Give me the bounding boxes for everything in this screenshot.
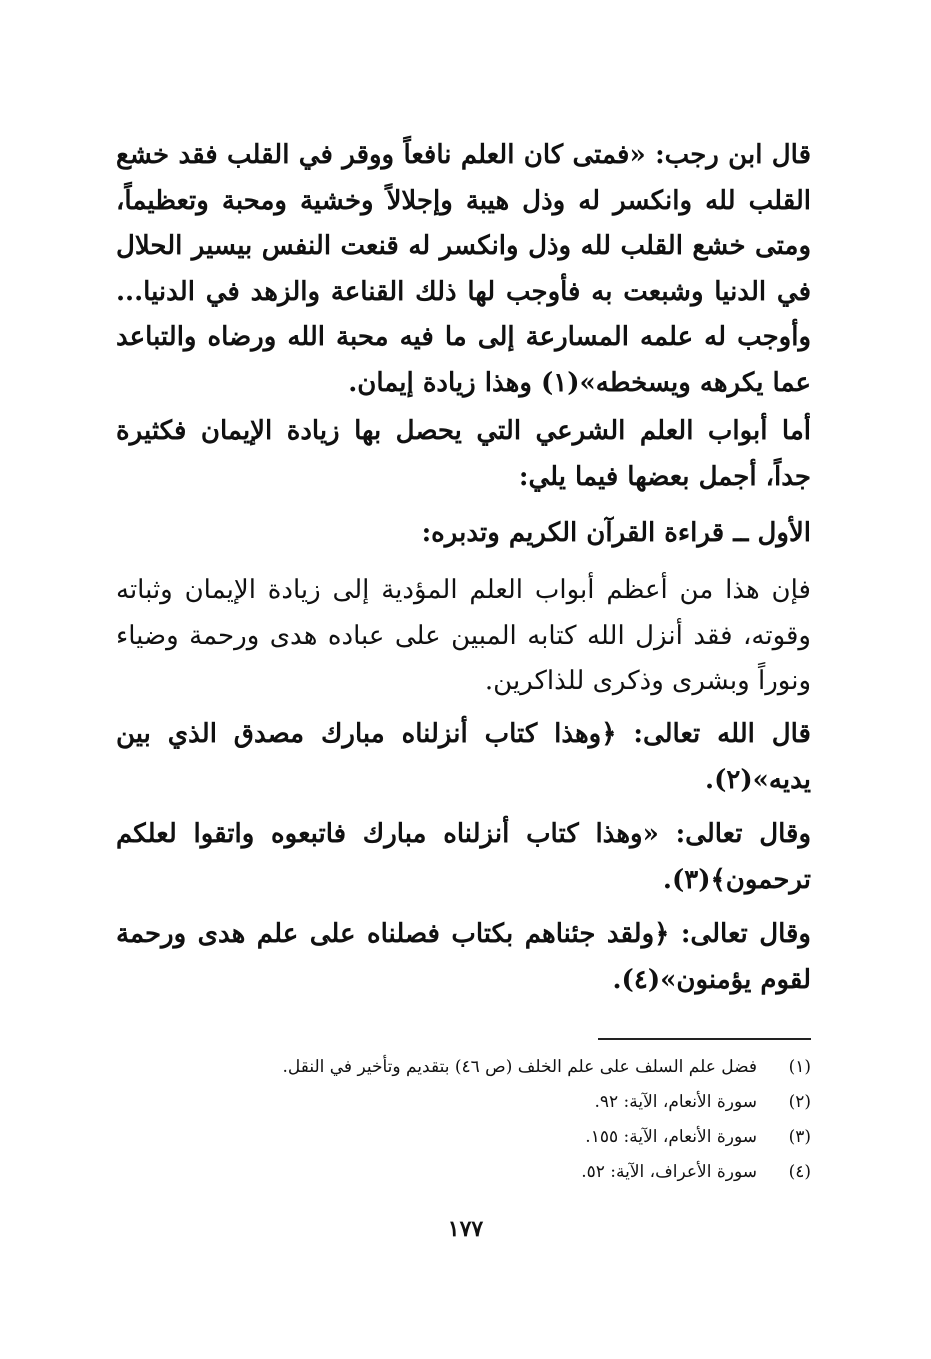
footnote-text: سورة الأنعام، الآية: ٩٢. (594, 1092, 757, 1112)
footnote-number: (٢) (788, 1092, 811, 1112)
footnote-text: فضل علم السلف على علم الخلف (ص ٤٦) بتقديم وتأخير في النقل. (282, 1057, 757, 1077)
footnote-item (111, 1050, 811, 1085)
paragraph-ibn-rajab-quote: قال ابن رجب: «فمتى كان العلم نافعاً ووقر في القلب فقد خشع القلب لله وانكسر له وذل هيبة وإجلالاً وخشية ومحبة وتعظيماً، ومتى خشع القلب لله وذل وانكسر له قنعت النفس بيسير الحلال في الدنيا وشبعت به فأوجب لها ذلك القناعة والزهد في الدنيا... وأوجب له علمه المسارعة إلى ما فيه محبة الله ورضاه والتباعد عما يكرهه ويسخطه»(١) وهذا زيادة إيمان. (116, 140, 811, 398)
footnotes (111, 1050, 811, 1190)
footnote-item (111, 1085, 811, 1120)
verse-quote-3: وقال تعالى: ﴿ولقد جئناهم بكتاب فصلناه على علم هدى ورحمة لقوم يؤمنون»(٤). (116, 919, 811, 995)
footnote-number: (١) (788, 1057, 811, 1077)
footnote-number: (٣) (788, 1127, 811, 1147)
paragraph-gates-of-knowledge: أما أبواب العلم الشرعي التي يحصل بها زيادة الإيمان فكثيرة جداً، أجمل بعضها فيما يلي: (116, 416, 811, 492)
page-number: ١٧٧ (447, 1216, 484, 1242)
footnote-text: سورة الأنعام، الآية: ١٥٥. (585, 1127, 757, 1147)
footnote-item (111, 1120, 811, 1155)
footnote-item (111, 1155, 811, 1190)
footnote-text: سورة الأعراف، الآية: ٥٢. (581, 1162, 757, 1182)
paragraph-quran-importance: فإن هذا من أعظم أبواب العلم المؤدية إلى زيادة الإيمان وثباته وقوته، فقد أنزل الله كتابه المبين على عباده هدى ورحمة وضياء ونوراً وبشرى وذكرى للذاكرين. (116, 575, 811, 696)
verse-quote-2: وقال تعالى: «وهذا كتاب أنزلناه مبارك فاتبعوه واتقوا لعلكم ترحمون﴾(٣). (116, 819, 811, 895)
section-heading: الأول ــ قراءة القرآن الكريم وتدبره: (421, 518, 811, 548)
verse-quote-1: قال الله تعالى: ﴿وهذا كتاب أنزلناه مبارك مصدق الذي بين يديه»(٢). (116, 719, 811, 795)
footnote-divider (598, 1038, 811, 1040)
footnote-number: (٤) (788, 1162, 811, 1182)
